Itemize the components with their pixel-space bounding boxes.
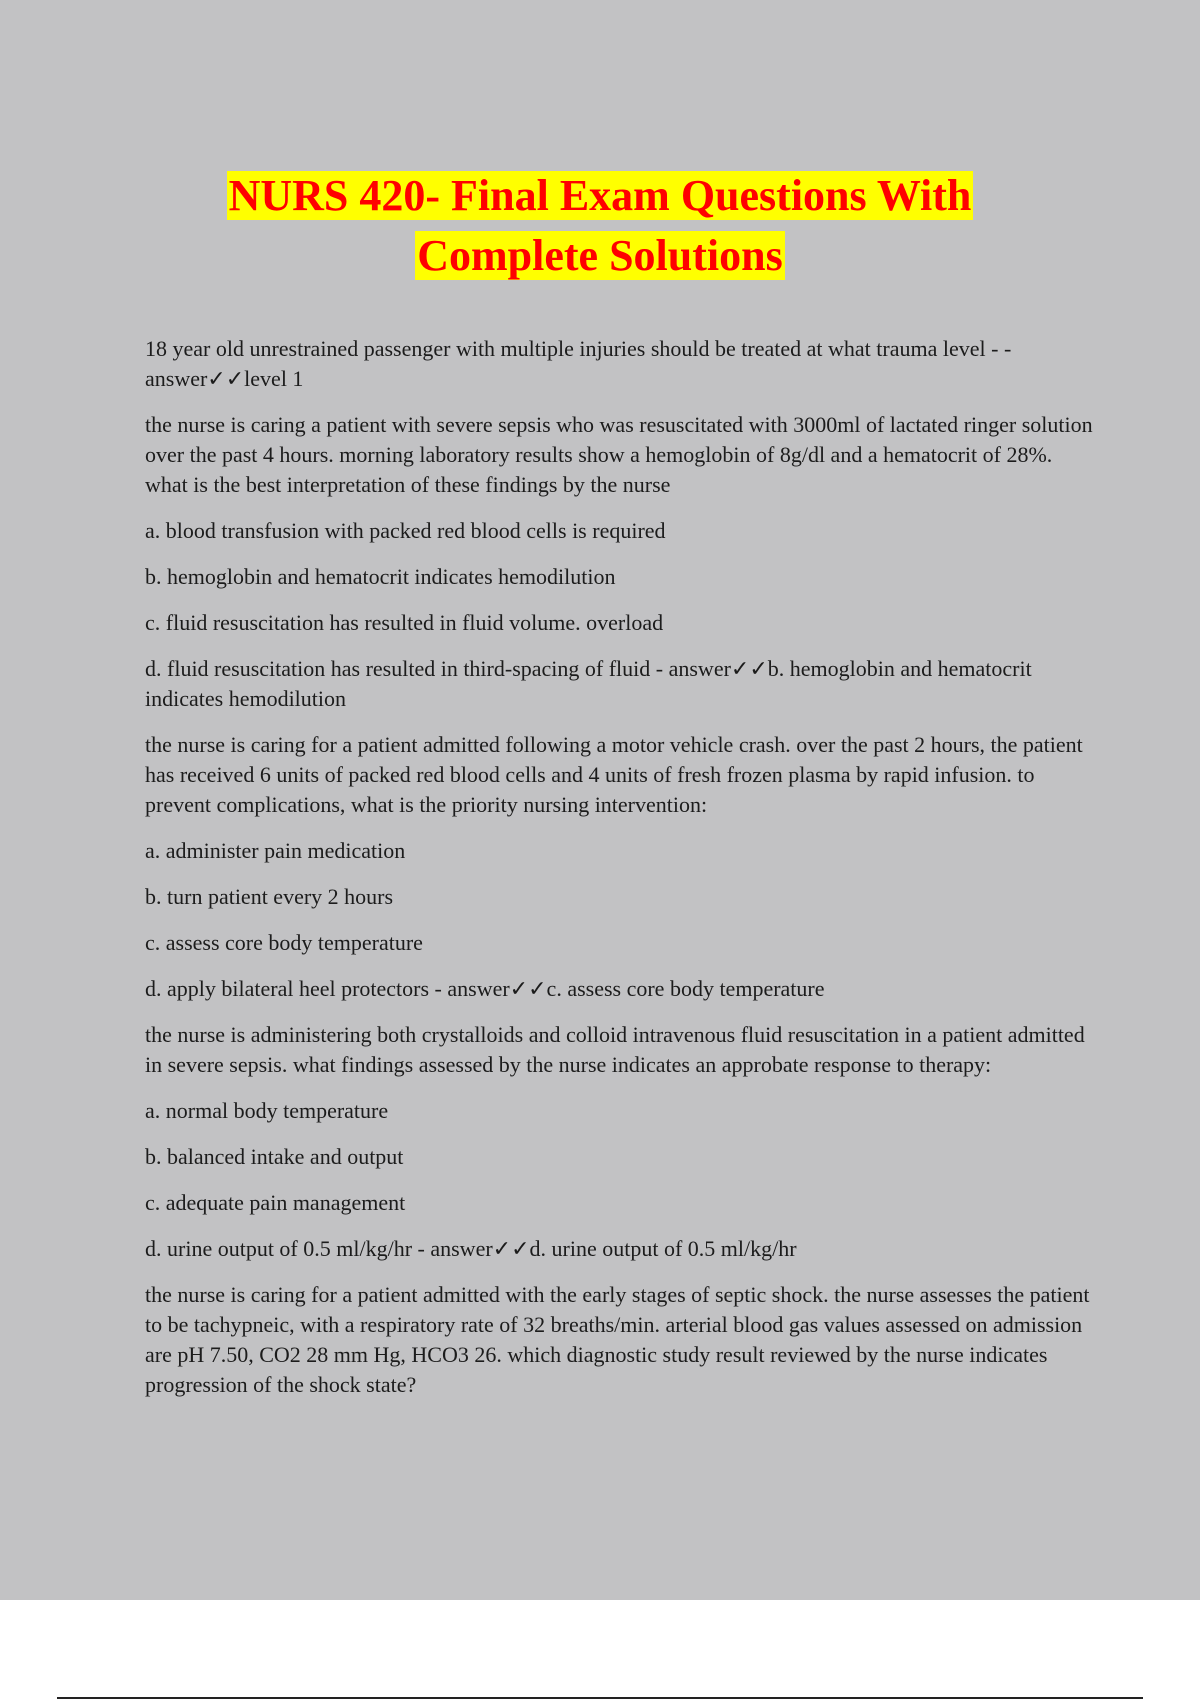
question-2-option-b: b. hemoglobin and hematocrit indicates hemodilution — [145, 564, 616, 589]
question-2-option-d-answer: d. fluid resuscitation has resulted in third-spacing of fluid - answer✓✓b. hemoglobin and hematocrit indicates hemodilution — [145, 656, 1032, 711]
question-3-option-a: a. administer pain medication — [145, 838, 406, 863]
question-2-text: the nurse is caring a patient with severe sepsis who was resuscitated with 3000ml of lactated ringer solution over the past 4 hours. morning laboratory results show a hemoglobin of 8g/dl and a hematocrit of 28%. what is the best interpretation of these findings by the nurse — [145, 412, 1093, 497]
question-4-option-c: c. adequate pain management — [145, 1190, 406, 1215]
title-line-2: Complete Solutions — [417, 231, 783, 280]
question-3-option-b: b. turn patient every 2 hours — [145, 884, 394, 909]
question-1-text: 18 year old unrestrained passenger with multiple injuries should be treated at what trauma level - - answer✓✓level 1 — [145, 336, 1012, 391]
question-2-option-c: c. fluid resuscitation has resulted in fluid volume. overload — [145, 610, 664, 635]
question-4-option-b: b. balanced intake and output — [145, 1144, 404, 1169]
question-2-option-a: a. blood transfusion with packed red blood cells is required — [145, 518, 666, 543]
question-4-option-d-answer: d. urine output of 0.5 ml/kg/hr - answer✓✓d. urine output of 0.5 ml/kg/hr — [145, 1236, 797, 1261]
title-line-1: NURS 420- Final Exam Questions With — [228, 171, 972, 220]
question-3-text: the nurse is caring for a patient admitted following a motor vehicle crash. over the past 2 hours, the patient has received 6 units of packed red blood cells and 4 units of fresh frozen plasma by rapid infusion. to prevent complications, what is the priority nursing intervention: — [145, 732, 1083, 817]
question-5-text: the nurse is caring for a patient admitted with the early stages of septic shock. the nurse assesses the patient to be tachypneic, with a respiratory rate of 32 breaths/min. arterial blood gas values assessed on admission are pH 7.50, CO2 28 mm Hg, HCO3 26. which diagnostic study result reviewed by the nurse indicates progression of the shock state? — [145, 1282, 1090, 1397]
question-4-text: the nurse is administering both crystalloids and colloid intravenous fluid resuscitation in a patient admitted in severe sepsis. what findings assessed by the nurse indicates an approbate response to therapy: — [145, 1022, 1085, 1077]
question-4-option-a: a. normal body temperature — [145, 1098, 389, 1123]
footer-divider — [57, 1697, 1143, 1699]
document-body — [145, 334, 1095, 1416]
document-title — [0, 166, 1200, 286]
question-3-option-d-answer: d. apply bilateral heel protectors - answer✓✓c. assess core body temperature — [145, 976, 825, 1001]
question-3-option-c: c. assess core body temperature — [145, 930, 423, 955]
